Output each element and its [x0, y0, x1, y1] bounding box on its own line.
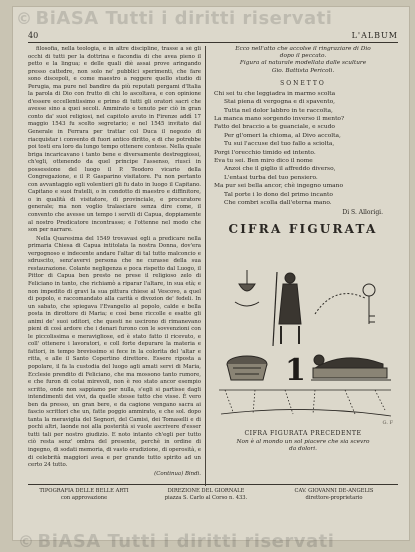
caption-line: Figura al naturale modellata dalle sculture	[239, 60, 367, 67]
sonnet-verses	[209, 90, 397, 208]
previous-rebus-solution	[209, 439, 397, 453]
solution-line: da dolori.	[288, 446, 318, 452]
rebus-numeral: 1	[285, 353, 306, 388]
article-paragraph: Nella Quaresima del 1549 trovavasi egli a predicare nella primaria Chiesa di Capua intitolata la nostra Donna, dov'era vergognoso e indecente andare l'altar di tal tutto malconcio e sdruscito, senz'avervi persona che ne curasse della sua restaurazione. Colante negligenza e poca rispetto dal Luogo, il Pittor di Capua ben presto ne prese il religioso zelo di Feliciano in tanto, che richiamò a riparar l'altare, in sua età; e non impedito di gravi la sua pittura chiese al Vescovo, a quel di popolo, e raccomandato alla carità e divozion de' fedeli. In un sabato, che spiegava l'Evangelio al popolo, calde e bella posta in dirottore di Maria; e così bene riccolle e esatte gli animi de' suoi uditori, che questi ne uscirono di rimanevano pieni di così ardore che i denari furono con le sovvenzioni con le piccolissima e meravigliose, ed è stato fatto il ricevuto, e coll' ottenere i lavoratori, e coll forte depurare la materia e fattori, in tempo brevissimo si fece in la colorita del 'altar e ritta, e alle il Santo Copertino direttore. Essere riposta a popolare, il fa la custodia del luogo agli amati servi di Maria, Ecclesie prendito di Feliciano, che ma mossono tanto rumore, e che furon di cotai mirevoli, non è reo stato ancor esempio scritto, onde non sappiamo per nulla, s'egli si partisse dagli intendimenti dei vivi, da quelle stesse tutto che visse. È vero ben da presso, un gran bere, e da cagione vengano sacra ai fascio scrittori che un, fatte poggio ammirato, e che sol. dopo tanta la meraviglia del Segnori, del Camisi, dei Tomaselli e di pochi altri, laonde noi alla posterità si vuole ascrivere d'esser tutti tali per nostro giudizio. E noto intanto ch'egli per tutto ciò resta senz' ombra del presente, perchè in ordine di ingegno, di sodati memoria, di vasto erudizione, di operosità, e di celebrità maggiori avea e per grande tutto spirito ad un certo 24 tutto.	[28, 235, 201, 469]
verse-line: Porgi l'orecchio timido ed intento.	[214, 149, 316, 156]
verse-line: La manca mano sorgendo inverso il mento?	[214, 116, 345, 123]
footer-line: TIPOGRAFIA DELLE BELLE ARTI	[39, 488, 129, 494]
sonnet-heading: SONETTO	[280, 79, 326, 87]
verse-line: Eva tu sei. Ben miro dico il nome	[214, 158, 313, 165]
figure-caption	[209, 46, 397, 75]
newspaper-page	[12, 6, 410, 552]
verse-line: Che combri scolla dall'eterna mano.	[224, 200, 332, 207]
page-footer	[28, 484, 398, 507]
verse-line: Fatto del braccio a te guanciale, e scudo	[214, 124, 335, 131]
footer-line: direttore-proprietario	[305, 494, 363, 501]
article-column	[28, 46, 201, 480]
footer-line: con approvazione	[60, 494, 108, 501]
watermark-bottom	[18, 531, 334, 552]
lamp-icon	[235, 270, 259, 306]
caption-line: Ecco nell'atto che accolse il ringraziare di Dio	[235, 46, 371, 52]
rebus-illustration	[215, 264, 395, 422]
verse-line: Tu sui l'accuse del tuo fallo a sciolta,	[224, 141, 335, 148]
watermark-top	[16, 8, 332, 29]
verse-line: Tutta nel dolor labbro in te raccolta,	[224, 107, 333, 114]
page-number: 40	[28, 31, 39, 40]
copyright-icon: ©	[16, 9, 33, 28]
watermark-text: BiASA Tutti i diritti riservati	[37, 531, 335, 552]
copyright-icon: ©	[18, 532, 35, 551]
footer-printer	[28, 488, 140, 501]
caption-line: Gio. Battista Pericoli.	[271, 67, 335, 74]
reclining-figure-icon	[311, 355, 391, 380]
footer-line: piazza S. Carlo al Corso n. 433.	[164, 494, 248, 501]
verse-line: Tal porte i lo dono del primo incanto	[224, 191, 333, 198]
verse-line: Anzoi che il giglio il affreddo diverso,	[224, 166, 336, 173]
footer-director	[272, 488, 396, 501]
previous-rebus-label: CIFRA FIGURATA PRECEDENTE	[244, 430, 362, 437]
solution-line: Non è al mondo un sol piacere che sia scevro	[236, 439, 370, 445]
engraver-mark: G. F	[382, 420, 393, 426]
footer-direction	[146, 488, 266, 501]
journal-title: L'ALBUM	[351, 31, 398, 40]
verse-line: Stai piena di vergogna e di spavento,	[224, 99, 335, 106]
basket-icon	[227, 356, 267, 380]
column-divider	[205, 46, 206, 486]
caption-line: dopo il peccato.	[279, 53, 327, 60]
rebus-title: CIFRA FIGURATA	[228, 221, 378, 236]
key-icon	[315, 284, 375, 324]
footer-line: CAV. GIOVANNI DE-ANGELIS	[294, 488, 374, 494]
verse-line: Ma pur sei bella ancor, chè ingegno umano	[214, 183, 344, 190]
ground-icon	[219, 390, 391, 416]
verse-line: L'entasi turba del tuo pensiero.	[224, 174, 318, 181]
watermark-text: BiASA Tutti i diritti riservati	[35, 8, 333, 29]
article-paragraph: filosofia, nella teologia, e in altre discipline, trasse a sè gli occhi di tutti per la dottrina e facondia di che avea pieno il petto e la lingua; e delle quali diè assai prove aringando presso cattedre, non solo ne' pubblici sperimenti, che fare sono discepoli, e come maestro a reggere quello studio di Perugia, ma pure nel bandire da più reputati pergami d'Italia la parola di Dio con frutto di chi lo ascoltava, e con opinione d'essere eccellentissimo e primo di tutti gli oratori sacri che avesse sino a quei secoli. Ammirato e tenuto per ciò in gran conto da' suoi religiosi, nel capitolo avuto in Firenze addì 17 maggio 1543 fu scelto segretario; e nel 1545 invitato dal Generale in Ferrara per trattar col Duca il negozio di riacquistar i convento di fuori antico diritto, e di che potrebbe poi tosti era loro da lungo tempo ottenere contese. Nella quale briga incaricavano i tanto bene e diversamente destreggiossi, ch'egli, ottenendo da quel principe l'assenso, riuscì in possessione del luogo il P. Teodoro vicario della Congregazione, e il P. Gasparino visitatore. Fu non pertanto con avvantaggio egli volentieri gli fu dato in luogo il Capitano. Capitano e suoi fratelli, o in condotto di maestro e diffinitore, o in qualità di visitatore, di provinciale, e procuratore generale; ma non voglio tralasciare senza dire come, il convento che avesse un tempo i servili di Capua, doppiamente al nostro Predicatore incontrasse; e l'ottenne nel modo che son per narrare.	[28, 46, 201, 234]
verse-line: Per gl'omeri la chioma, al Divo accolta,	[224, 132, 341, 139]
page-header	[28, 30, 398, 43]
article-signature: (Continua) Bindi.	[154, 470, 201, 477]
sonnet-signature: Di S. Allorigi.	[342, 208, 383, 216]
footer-line: DIREZIONE DEL GIORNALE	[167, 488, 245, 494]
figure-icon	[273, 272, 301, 346]
verse-line: Chi sei tu che leggiadra in marmo scolta	[214, 90, 336, 97]
right-column	[209, 46, 397, 486]
